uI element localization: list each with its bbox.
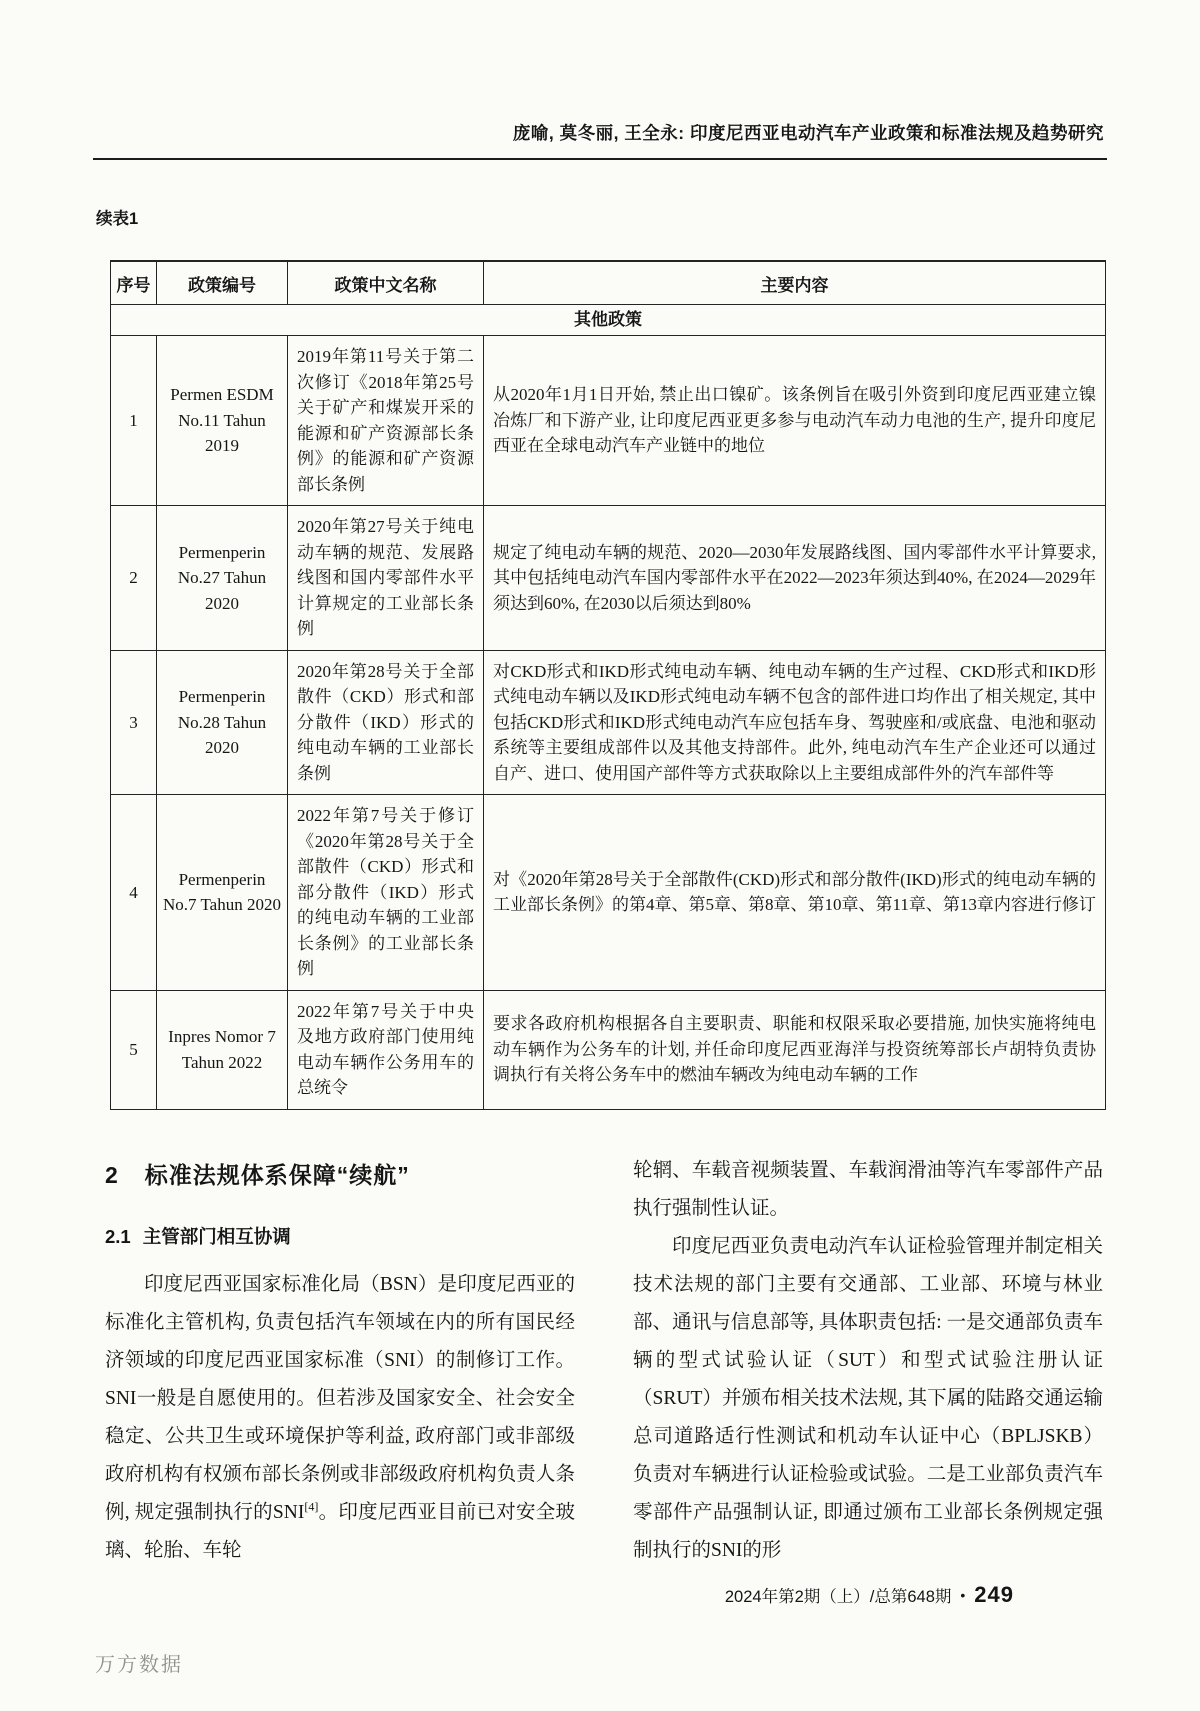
paragraph-text: 印度尼西亚国家标准化局（BSN）是印度尼西亚的标准化主管机构, 负责包括汽车领域在内的所有国民经济领域的印度尼西亚国家标准（SNI）的制修订工作。SNI一般是自愿使用的。但若涉及国家安全、社会安全稳定、公共卫生或环境保护等利益, 政府部门或非部级政府机构有权颁布部长条例或非部级政府机构负责人条例, 规定强制执行的SNI [105,1274,575,1523]
cell-policy-name: 2022年第7号关于修订《2020年第28号关于全部散件（CKD）形式和部分散件（IKD）形式的纯电动车辆的工业部长条例》的工业部长条例 [288,795,484,991]
cell-policy-code: Permen ESDM No.11 Tahun 2019 [157,336,288,506]
cell-policy-name: 2022年第7号关于中央及地方政府部门使用纯电动车辆作公务用车的总统令 [288,990,484,1109]
cell-no: 2 [111,506,157,651]
subsection-number: 2.1 [105,1226,131,1247]
section-label: 其他政策 [111,305,1106,336]
running-head-title: 庞喻, 莫冬丽, 王全永: 印度尼西亚电动汽车产业政策和标准法规及趋势研究 [512,123,1104,143]
body-right-column [633,1152,1103,1570]
body-paragraph: 印度尼西亚负责电动汽车认证检验管理并制定相关技术法规的部门主要有交通部、工业部、环境与林业部、通讯与信息部等, 具体职责包括: 一是交通部负责车辆的型式试验认证（SUT）和型式试验注册认证（SRUT）并颁布相关技术法规, 其下属的陆路交通运输总司道路适行性测试和机动车认证中心（BPLJSKB）负责对车辆进行认证检验或试验。二是工业部负责汽车零部件产品强制认证, 即通过颁布工业部长条例规定强制执行的SNI的形 [633,1236,1103,1561]
column-header-policy-name: 政策中文名称 [288,261,484,305]
cell-no: 4 [111,795,157,991]
table-section-row [111,305,1106,336]
column-header-main-content: 主要内容 [484,261,1106,305]
table-row [111,990,1106,1109]
reference-marker: [4] [304,1499,319,1514]
cell-main-content: 从2020年1月1日开始, 禁止出口镍矿。该条例旨在吸引外资到印度尼西亚建立镍冶炼厂和下游产业, 让印度尼西亚更多参与电动汽车动力电池的生产, 提升印度尼西亚在全球电动汽车产业链中的地位 [484,336,1106,506]
table-row [111,336,1106,506]
table-header-row [111,261,1106,305]
body-paragraph [105,1266,575,1570]
wanfang-watermark: 万方数据 [95,1654,183,1676]
column-header-no: 序号 [111,261,157,305]
column-header-policy-code: 政策编号 [157,261,288,305]
cell-no: 5 [111,990,157,1109]
policy-table [110,260,1106,1110]
cell-no: 3 [111,650,157,795]
cell-main-content: 要求各政府机构根据各自主要职责、职能和权限采取必要措施, 加快实施将纯电动车辆作为公务车的计划, 并任命印度尼西亚海洋与投资统筹部长卢胡特负责协调执行有关将公务车中的燃油车辆改为纯电动车辆的工作 [484,990,1106,1109]
cell-policy-code: Permenperin No.7 Tahun 2020 [157,795,288,991]
section-heading [105,1160,575,1190]
page-number: 249 [974,1582,1014,1607]
subsection-heading [105,1224,575,1250]
table-row [111,506,1106,651]
cell-no: 1 [111,336,157,506]
section-number: 2 [105,1162,119,1188]
cell-main-content: 规定了纯电动车辆的规范、2020—2030年发展路线图、国内零部件水平计算要求, 其中包括纯电动汽车国内零部件水平在2022—2023年须达到40%, 在2024—2029年须达到60%, 在2030以后须达到80% [484,506,1106,651]
issue-info: 2024年第2期（上）/总第648期 [724,1588,952,1606]
paragraph-text: 。印度尼西亚目前已对安全玻璃、轮胎、车轮 [105,1502,575,1561]
page-footer [725,1582,1014,1608]
cell-policy-code: Inpres Nomor 7 Tahun 2022 [157,990,288,1109]
body-left-column [105,1152,575,1570]
footer-bullet: • [960,1587,966,1603]
cell-policy-name: 2020年第27号关于纯电动车辆的规范、发展路线图和国内零部件水平计算规定的工业部长条例 [288,506,484,651]
section-title: 标准法规体系保障“续航” [144,1162,410,1188]
cell-policy-name: 2019年第11号关于第二次修订《2018年第25号关于矿产和煤炭开采的能源和矿产资源部长条例》的能源和矿产资源部长条例 [288,336,484,506]
subsection-title: 主管部门相互协调 [142,1226,291,1247]
cell-main-content: 对《2020年第28号关于全部散件(CKD)形式和部分散件(IKD)形式的纯电动车辆的工业部长条例》的第4章、第5章、第8章、第10章、第11章、第13章内容进行修订 [484,795,1106,991]
table-caption: 续表1 [96,210,139,228]
body-paragraph-continuation: 轮辋、车载音视频装置、车载润滑油等汽车零部件产品执行强制性认证。 [633,1160,1103,1219]
cell-policy-name: 2020年第28号关于全部散件（CKD）形式和部分散件（IKD）形式的纯电动车辆的工业部长条例 [288,650,484,795]
table-row [111,795,1106,991]
cell-policy-code: Permenperin No.27 Tahun 2020 [157,506,288,651]
cell-main-content: 对CKD形式和IKD形式纯电动车辆、纯电动车辆的生产过程、CKD形式和IKD形式纯电动车辆以及IKD形式纯电动车辆不包含的部件进口均作出了相关规定, 其中包括CKD形式和IKD形式纯电动汽车应包括车身、驾驶座和/或底盘、电池和驱动系统等主要组成部件以及其他支持部件。此外, 纯电动汽车生产企业还可以通过自产、进口、使用国产部件等方式获取除以上主要组成部件外的汽车部件等 [484,650,1106,795]
cell-policy-code: Permenperin No.28 Tahun 2020 [157,650,288,795]
header-rule [93,158,1107,160]
table-row [111,650,1106,795]
